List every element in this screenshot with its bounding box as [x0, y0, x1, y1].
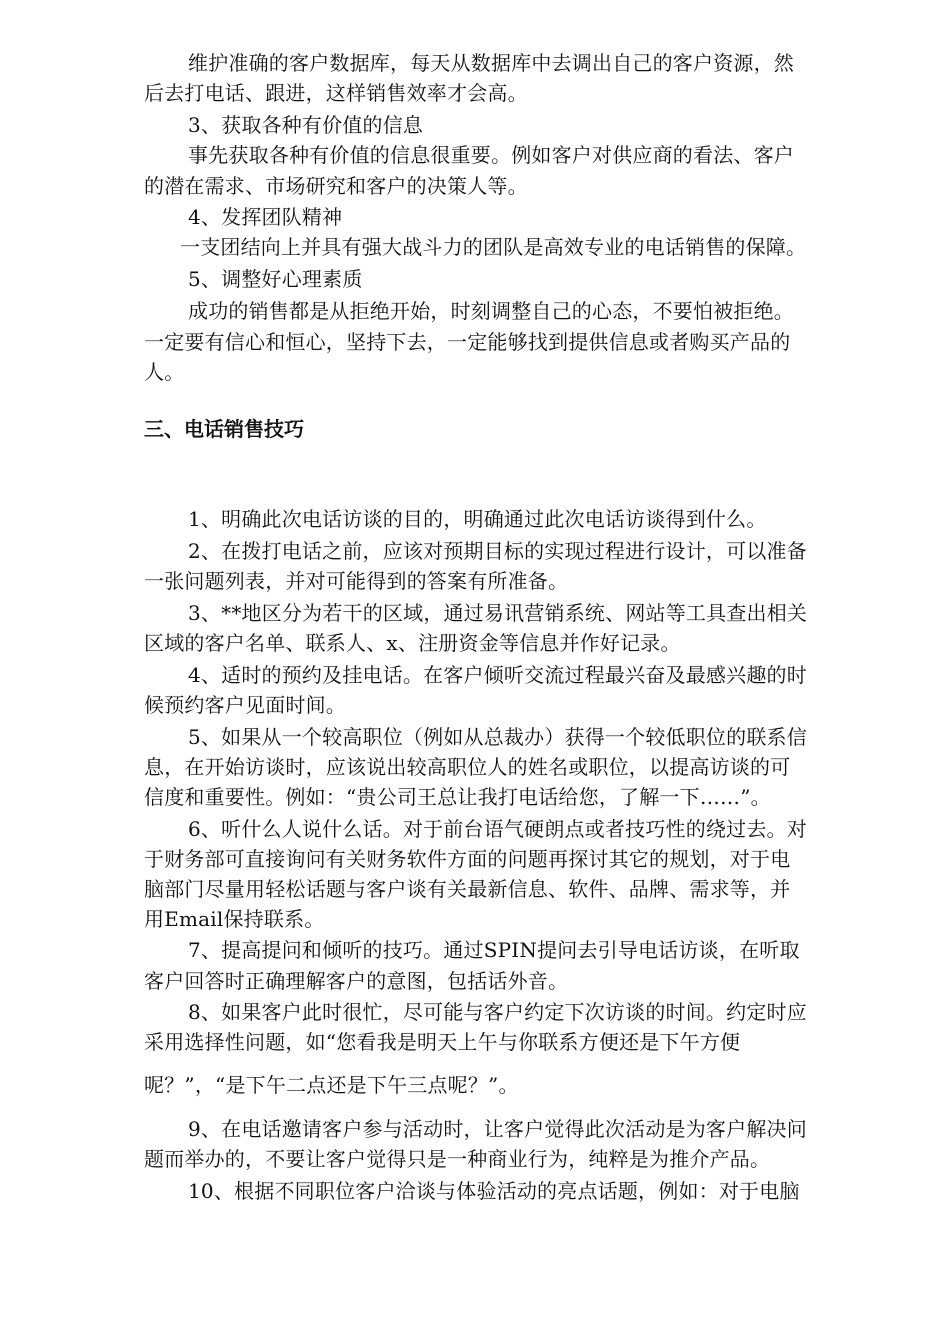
paragraph-line: 1、明确此次电话访谈的目的，明确通过此次电话访谈得到什么。	[188, 507, 767, 531]
paragraph-line: 题而举办的，不要让客户觉得只是一种商业行为，纯粹是为推介产品。	[144, 1147, 771, 1171]
paragraph-line: 2、在拨打电话之前，应该对预期目标的实现过程进行设计，可以准备	[188, 539, 807, 563]
paragraph-line: 7、提高提问和倾听的技巧。通过SPIN提问去引导电话访谈，在听取	[188, 938, 800, 962]
paragraph-line: 用Email保持联系。	[144, 907, 325, 931]
paragraph-line: 后去打电话、跟进，这样销售效率才会高。	[144, 81, 528, 105]
paragraph-line: 采用选择性问题，如“您看我是明天上午与你联系方便还是下午方便	[144, 1030, 741, 1054]
paragraph-line: 9、在电话邀请客户参与活动时，让客户觉得此次活动是为客户解决问	[188, 1117, 807, 1141]
paragraph-line: 息，在开始访谈时，应该说出较高职位人的姓名或职位，以提高访谈的可	[144, 755, 791, 779]
paragraph-line: 成功的销售都是从拒绝开始，时刻调整自己的心态，不要怕被拒绝。	[188, 299, 794, 323]
list-item-title: 3、获取各种有价值的信息	[188, 113, 424, 137]
paragraph-line: 的潜在需求、市场研究和客户的决策人等。	[144, 174, 528, 198]
list-item-title: 4、发挥团队精神	[188, 205, 343, 229]
paragraph-line: 10、根据不同职位客户洽谈与体验活动的亮点话题，例如：对于电脑	[188, 1179, 800, 1203]
paragraph-line: 呢？”，“是下午二点还是下午三点呢？”。	[144, 1073, 519, 1097]
paragraph-line: 6、听什么人说什么话。对于前台语气硬朗点或者技巧性的绕过去。对	[188, 817, 807, 841]
paragraph-line: 一定要有信心和恒心，坚持下去，一定能够找到提供信息或者购买产品的	[144, 330, 791, 354]
paragraph-line: 事先获取各种有价值的信息很重要。例如客户对供应商的看法、客户	[188, 143, 794, 167]
paragraph-line: 人。	[144, 360, 185, 384]
paragraph-line: 一支团结向上并具有强大战斗力的团队是高效专业的电话销售的保障。	[180, 235, 807, 259]
paragraph-line: 8、如果客户此时很忙，尽可能与客户约定下次访谈的时间。约定时应	[188, 1000, 807, 1024]
section-heading: 三、电话销售技巧	[144, 417, 304, 441]
paragraph-line: 维护准确的客户数据库，每天从数据库中去调出自己的客户资源，然	[188, 51, 794, 75]
paragraph-line: 信度和重要性。例如：“贵公司王总让我打电话给您，了解一下……”。	[144, 785, 771, 809]
paragraph-line: 脑部门尽量用轻松话题与客户谈有关最新信息、软件、品牌、需求等，并	[144, 877, 791, 901]
paragraph-line: 一张问题列表，并对可能得到的答案有所准备。	[144, 569, 569, 593]
paragraph-line: 4、适时的预约及挂电话。在客户倾听交流过程最兴奋及最感兴趣的时	[188, 663, 807, 687]
paragraph-line: 区域的客户名单、联系人、x、注册资金等信息并作好记录。	[144, 631, 681, 655]
paragraph-line: 候预约客户见面时间。	[144, 693, 346, 717]
paragraph-line: 3、**地区分为若干的区域，通过易讯营销系统、网站等工具查出相关	[188, 601, 808, 625]
paragraph-line: 客户回答时正确理解客户的意图，包括话外音。	[144, 969, 569, 993]
paragraph-line: 5、如果从一个较高职位（例如从总裁办）获得一个较低职位的联系信	[188, 725, 807, 749]
paragraph-line: 于财务部可直接询问有关财务软件方面的问题再探讨其它的规划，对于电	[144, 847, 791, 871]
list-item-title: 5、调整好心理素质	[188, 267, 363, 291]
